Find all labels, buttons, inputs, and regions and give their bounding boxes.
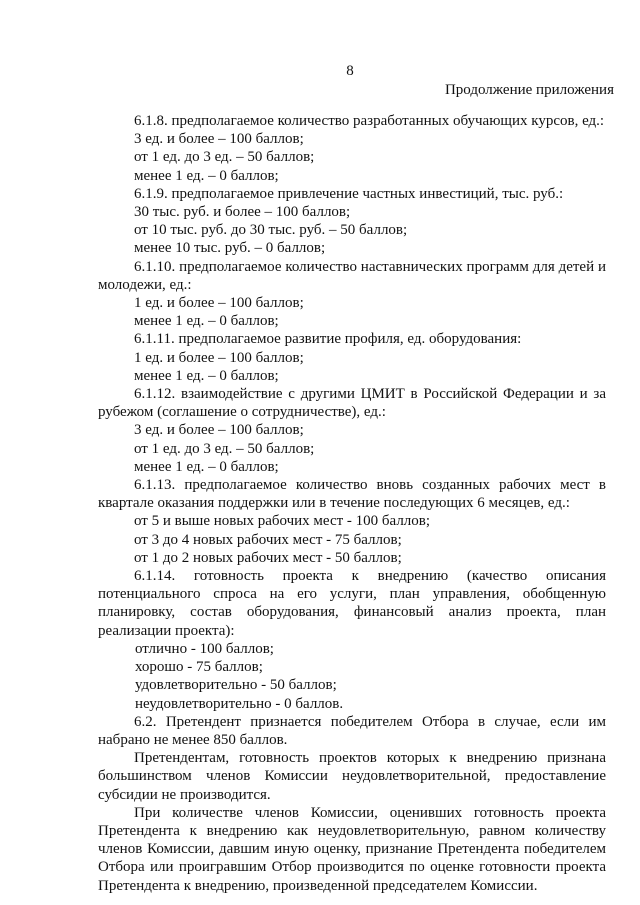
paragraph: менее 1 ед. – 0 баллов; — [134, 313, 279, 330]
paragraph: 6.1.13. предполагаемое количество вновь созданных рабочих мест в квартале оказания поддержки или в течение последующих 6 месяцев, ед.: — [98, 477, 606, 512]
paragraph: удовлетворительно - 50 баллов; — [135, 677, 337, 694]
paragraph: от 1 ед. до 3 ед. – 50 баллов; — [134, 440, 315, 457]
paragraph: 6.1.10. предполагаемое количество наставнических программ для детей и молодежи, ед.: — [98, 258, 606, 293]
paragraph: от 1 до 2 новых рабочих мест - 50 баллов; — [134, 549, 402, 566]
paragraph: 6.1.11. предполагаемое развитие профиля, ед. оборудования: — [134, 331, 522, 348]
paragraph: от 3 до 4 новых рабочих мест - 75 баллов; — [134, 531, 402, 548]
paragraph: 6.2. Претендент признается победителем Отбора в случае, если им набрано не менее 850 баллов. — [98, 713, 606, 748]
paragraph: 1 ед. и более – 100 баллов; — [134, 295, 304, 312]
paragraph: неудовлетворительно - 0 баллов. — [135, 695, 344, 712]
paragraph: 6.1.12. взаимодействие с другими ЦМИТ в Российской Федерации и за рубежом (соглашение о сотрудничестве), ед.: — [98, 386, 606, 421]
paragraph: от 5 и выше новых рабочих мест - 100 баллов; — [134, 513, 431, 530]
paragraph: 6.1.9. предполагаемое привлечение частных инвестиций, тыс. руб.: — [134, 185, 564, 202]
paragraph: менее 10 тыс. руб. – 0 баллов; — [134, 240, 326, 257]
document-body — [98, 112, 606, 895]
paragraph: хорошо - 75 баллов; — [135, 659, 263, 676]
paragraph: 6.1.14. готовность проекта к внедрению (качество описания потенциального спроса на его услуги, план управления, обобщенную планировку, состав оборудования, финансовый анализ проекта, план реализации проекта): — [98, 568, 606, 639]
page-number: 8 — [346, 63, 354, 79]
paragraph: отлично - 100 баллов; — [135, 640, 274, 657]
paragraph: менее 1 ед. – 0 баллов; — [134, 458, 279, 475]
paragraph: от 1 ед. до 3 ед. – 50 баллов; — [134, 149, 315, 166]
paragraph: Претендентам, готовность проектов которых к внедрению признана большинством членов Комиссии неудовлетворительной, предоставление субсидии не производится. — [98, 750, 606, 803]
paragraph: 6.1.8. предполагаемое количество разработанных обучающих курсов, ед.: — [134, 113, 605, 129]
paragraph: от 10 тыс. руб. до 30 тыс. руб. – 50 баллов; — [134, 222, 408, 239]
paragraph: 3 ед. и более – 100 баллов; — [134, 422, 304, 439]
paragraph: менее 1 ед. – 0 баллов; — [134, 367, 279, 384]
paragraph: 30 тыс. руб. и более – 100 баллов; — [134, 204, 351, 221]
paragraph: 3 ед. и более – 100 баллов; — [134, 131, 304, 148]
paragraph: При количестве членов Комиссии, оценивших готовность проекта Претендента к внедрению как неудовлетворительную, равном количеству членов Комиссии, давшим иную оценку, признание Претендента победителем Отбора или проигравшим Отбор производится по оценке готовности проекта Претендента к внедрению, произведенной председателем Комиссии. — [98, 804, 606, 894]
paragraph: менее 1 ед. – 0 баллов; — [134, 167, 279, 184]
continuation-heading: Продолжение приложения — [444, 82, 614, 98]
paragraph: 1 ед. и более – 100 баллов; — [134, 349, 304, 366]
